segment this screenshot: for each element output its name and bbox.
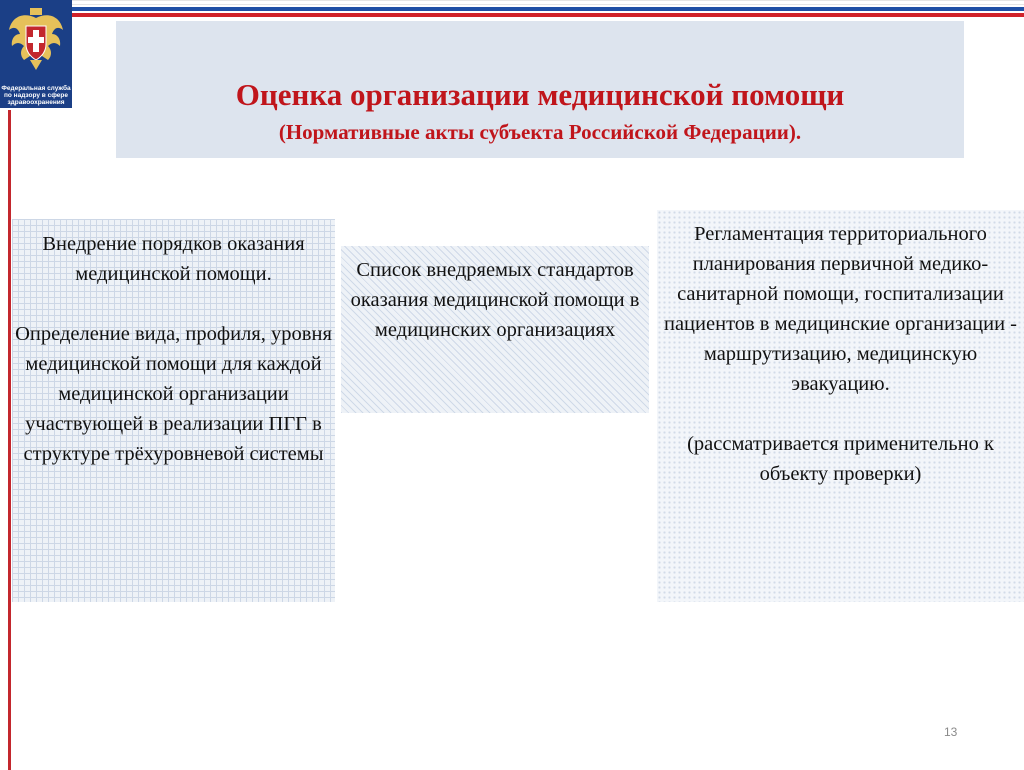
eagle-emblem-icon — [6, 4, 66, 76]
slide-title-box — [116, 21, 964, 158]
roszdravnadzor-logo — [0, 0, 72, 108]
page-number: 13 — [944, 725, 958, 739]
card-regulation — [657, 210, 1024, 602]
card-procedures — [12, 219, 335, 602]
slide-subtitle: (Нормативные акты субъекта Российской Федерации). — [278, 120, 802, 144]
card-standards — [341, 246, 649, 413]
card-paragraph: Регламентация территориального планирования первичной медико-санитарной помощи, госпитализации пациентов в медицинские организации - маршрутизацию, медицинскую эвакуацию. — [663, 223, 1017, 395]
card-paragraph: Определение вида, профиля, уровня медицинской помощи для каждой медицинской организации участвующей в реализации ПГГ в структуре трёхуровневой системы — [15, 323, 332, 465]
card-paragraph: (рассматривается применительно к объекту проверки) — [687, 433, 994, 485]
flag-stripes — [72, 0, 1024, 22]
card-paragraph: Внедрение порядков оказания медицинской помощи. — [42, 233, 305, 285]
left-accent-line — [8, 110, 11, 770]
logo-caption: Федеральная служба по надзору в сфере здравоохранения — [1, 85, 71, 106]
card-paragraph: Список внедряемых стандартов оказания медицинской помощи в медицинских организациях — [350, 259, 640, 341]
slide-title: Оценка организации медицинской помощи — [235, 77, 845, 112]
